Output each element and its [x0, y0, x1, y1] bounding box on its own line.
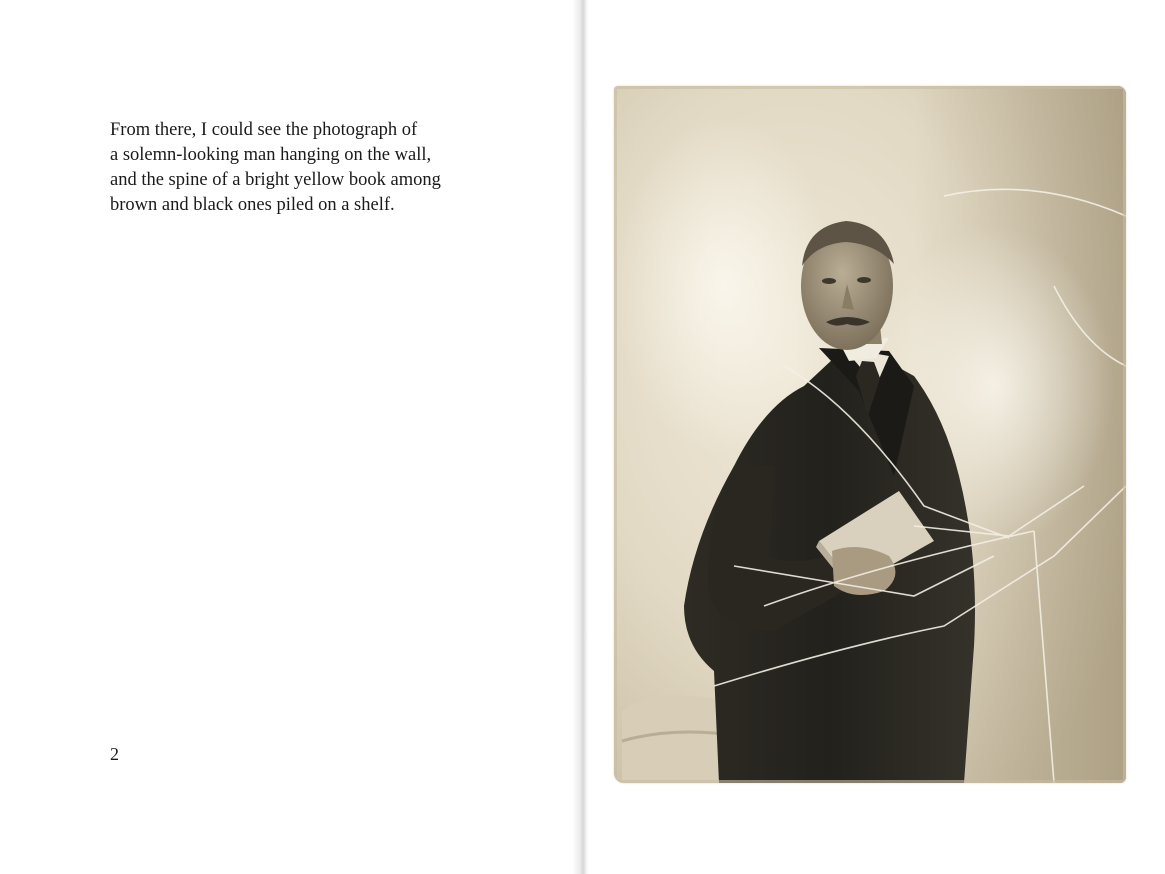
left-page: [0, 0, 582, 874]
body-text: [110, 118, 540, 218]
page-number: 2: [110, 744, 119, 764]
text-line: and the spine of a bright yellow book among: [110, 170, 441, 190]
text-line: a solemn-looking man hanging on the wall,: [110, 145, 432, 165]
text-line: brown and black ones piled on a shelf.: [110, 195, 395, 215]
text-line: From there, I could see the photograph of: [110, 120, 418, 140]
portrait-photograph: [614, 86, 1126, 783]
